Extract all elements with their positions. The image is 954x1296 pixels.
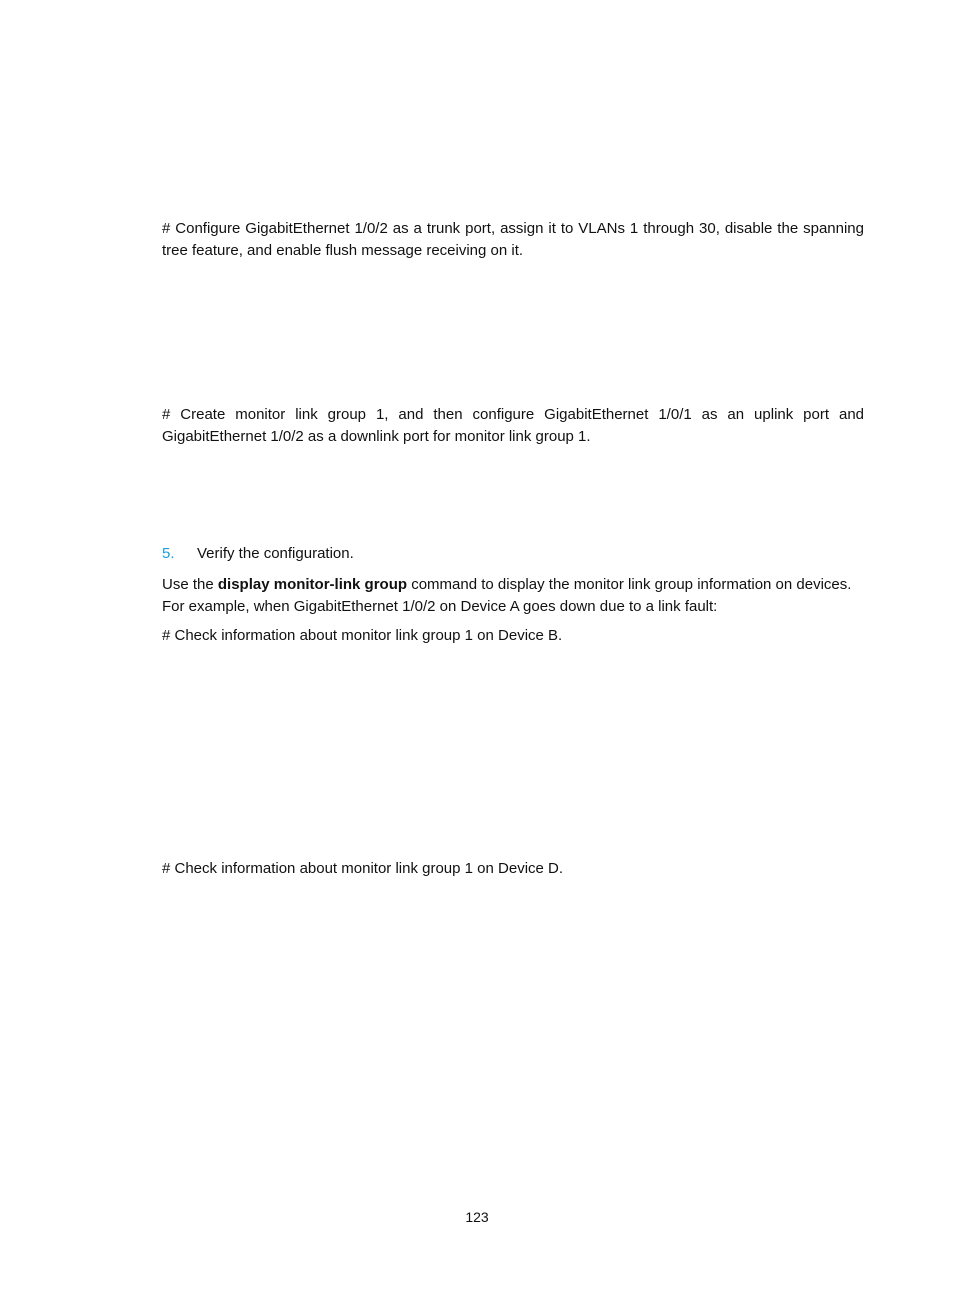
step-number: 5. [162, 545, 175, 562]
paragraph-check-device-b: # Check information about monitor link group 1 on Device B. [162, 627, 563, 644]
paragraph-suffix: command to display the monitor link group information on devices. For example, when GigabitEthernet 1/0/2 on Device A goes down due to a link fault: [162, 576, 852, 615]
command-display-monitor-link-group: display monitor-link group [217, 576, 408, 593]
paragraph-check-device-d: # Check information about monitor link group 1 on Device D. [162, 860, 564, 877]
paragraph-configure-gigabitethernet-102: # Configure GigabitEthernet 1/0/2 as a trunk port, assign it to VLANs 1 through 30, disable the spanning tree feature, and enable flush message receiving on it. [162, 220, 864, 259]
paragraph-create-monitor-link-group: # Create monitor link group 1, and then configure GigabitEthernet 1/0/1 as an uplink port and GigabitEthernet 1/0/2 as a downlink port for monitor link group 1. [162, 406, 864, 445]
step-text: Verify the configuration. [197, 545, 354, 562]
step-5 [162, 543, 354, 565]
page-number: 123 [465, 1209, 489, 1225]
paragraph-use-display-command [162, 574, 864, 618]
paragraph-prefix: Use the [162, 576, 218, 593]
